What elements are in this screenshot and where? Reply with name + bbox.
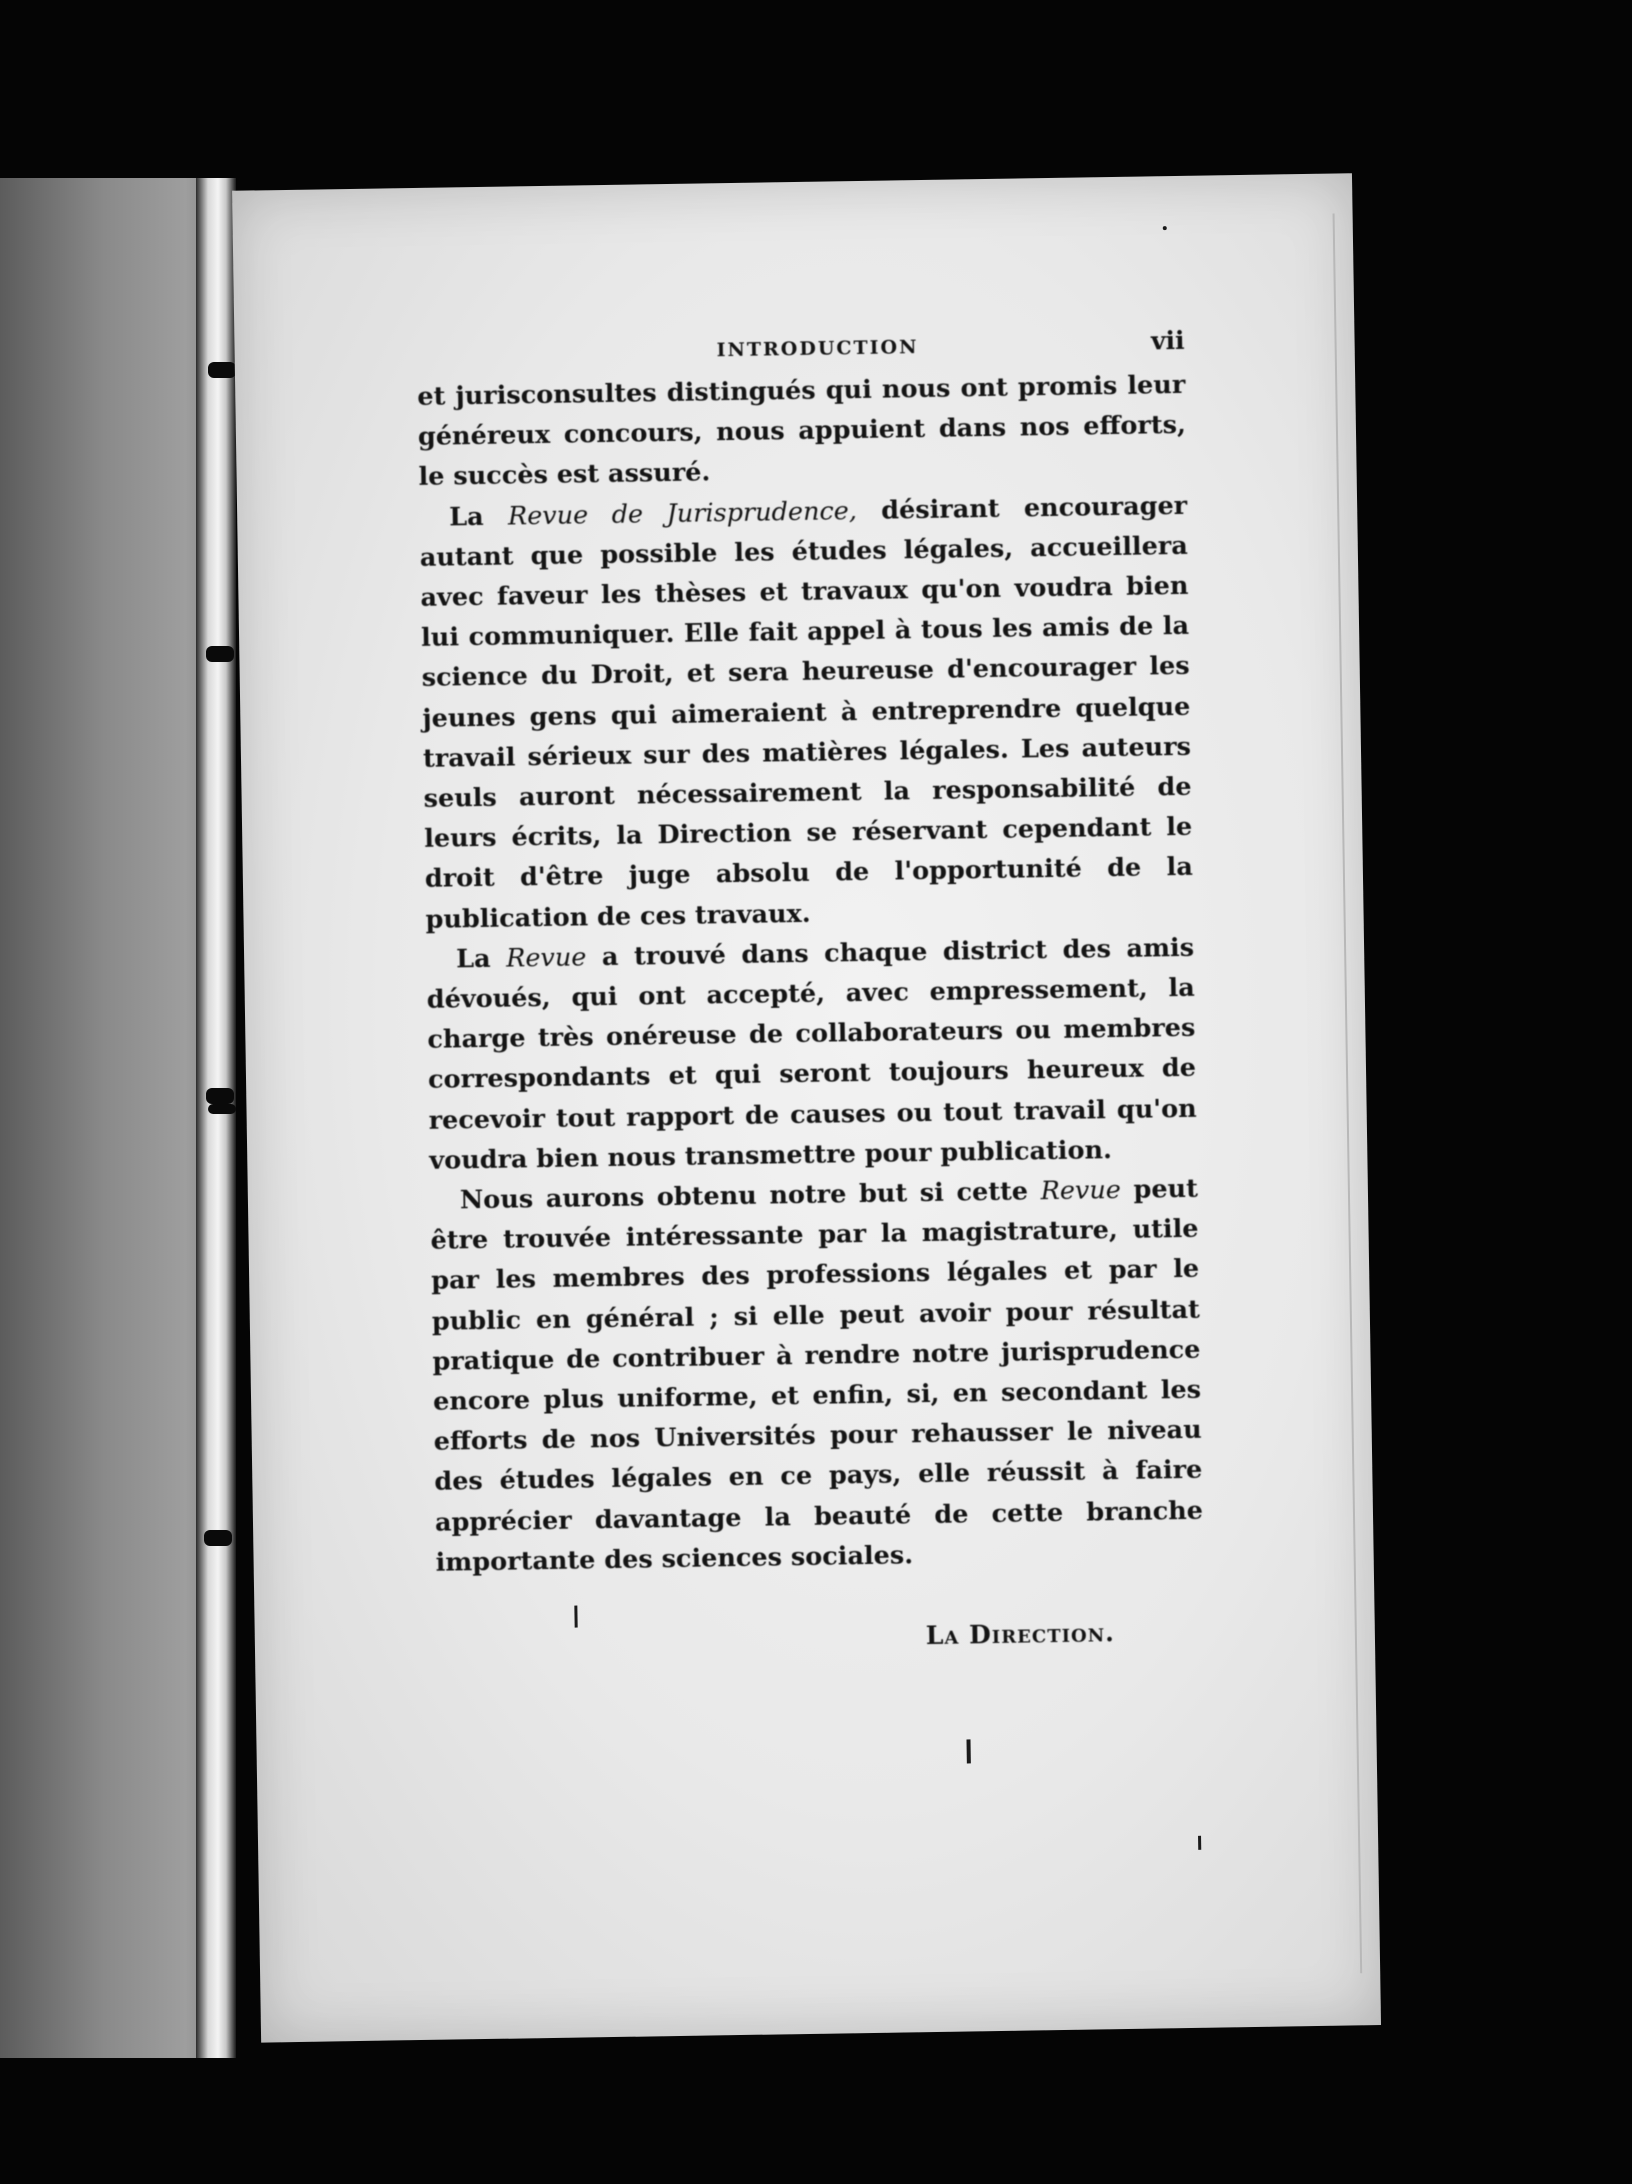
page [232, 173, 1381, 2042]
binding-stitch [208, 362, 236, 378]
paragraph-text: La [448, 501, 509, 533]
ink-speck [1163, 226, 1167, 230]
binding-stitch [208, 1104, 236, 1114]
page-border-line [1333, 213, 1363, 1973]
paragraph [419, 485, 1194, 939]
binding-stitch [204, 1530, 232, 1546]
body-text [417, 365, 1204, 1583]
paragraph-text: La [455, 943, 507, 975]
paragraph-text: désirant encourager autant que possible les études légales, accueillera avec faveur les thèses et travaux qu'on voudra bien lui communiquer. Elle fait appel à tous les amis de la science du Droit, et sera heureuse d'encourager les jeunes gens qui aimeraient à entreprendre quelque travail sérieux sur des matières légales. Les auteurs seuls auront nécessairement la responsabilité de leurs écrits, la Direction se réservant cependant le droit d'être juge absolu de l'opportunité de la publication de ces travaux. [419, 490, 1194, 935]
book-gutter [196, 178, 236, 2058]
ink-speck [574, 1606, 577, 1628]
paragraph-text: peut être trouvée intéressante par la magistrature, utile par les membres des professions légales et par le public en général ; si elle peut avoir pour résultat pratique de contribuer à rendre notre jurisprudence encore plus uniforme, et enfin, si, en secondant les efforts de nos Universités pour rehausser le niveau des études légales en ce pays, elle réussit à faire apprécier davantage la beauté de cette branche importante des sciences sociales. [430, 1173, 1204, 1578]
italic-title-text: Revue [505, 942, 587, 974]
page-content [416, 326, 1205, 1658]
paragraph-text: Nous aurons obtenu notre but si cette [459, 1176, 1041, 1216]
paragraph-text: et jurisconsultes distingués qui nous ont promis leur généreux concours, nous appuient dans nos efforts, le succès est assuré. [417, 369, 1187, 493]
italic-title-text: Revue [1040, 1175, 1122, 1207]
binding-stitch [206, 646, 234, 662]
paragraph [417, 365, 1187, 498]
running-head [416, 326, 1184, 367]
page-number: vii [1150, 325, 1185, 356]
paragraph [426, 928, 1198, 1181]
ink-speck [1198, 1836, 1201, 1850]
ink-speck [966, 1739, 970, 1763]
signature: La Direction. [925, 1618, 1116, 1651]
running-head-title: INTRODUCTION [716, 336, 919, 362]
paragraph-text: a trouvé dans chaque district des amis dévoués, qui ont accepté, avec empressement, la charge très onéreuse de collaborateurs ou membres correspondants et qui seront toujours heureux de recevoir tout rapport de causes ou tout travail qu'on voudra bien nous transmettre pour publication. [426, 932, 1197, 1176]
italic-title-text: Revue de Jurisprudence, [507, 495, 858, 532]
binding-stitch [206, 1088, 234, 1104]
paragraph [430, 1169, 1204, 1583]
